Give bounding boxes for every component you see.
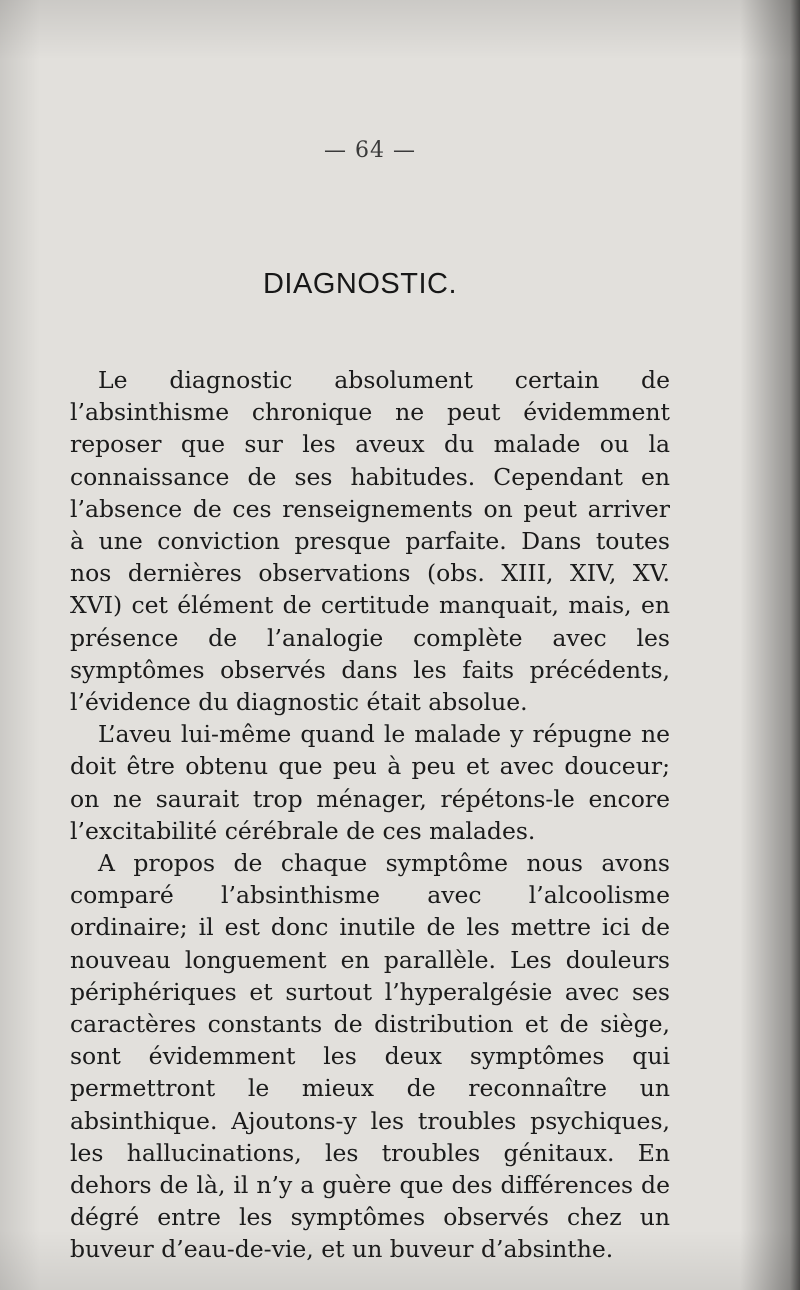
section-heading: DIAGNOSTIC. [262, 268, 457, 300]
paragraph: L’aveu lui-même quand le malade y répugne ne doit être obtenu que peu à peu et avec douceur; on ne saurait trop ménager, répétons-le encore l’excitabilité cérébrale de ces malades. [70, 720, 670, 845]
body-text [70, 364, 670, 1266]
paragraph: Le diagnostic absolument certain de l’absinthisme chronique ne peut évidemment reposer que sur les aveux du malade ou la connaissance de ses habitudes. Cependant en l’absence de ces renseignements on peut arriver à une conviction presque parfaite. Dans toutes nos dernières observations (obs. XIII, XIV, XV. XVI) cet élément de certitude manquait, mais, en présence de l’analogie complète avec les symptômes observés dans les faits précédents, l’évidence du diagnostic était absolue. [70, 366, 670, 717]
page-number: — 64 — [324, 138, 416, 163]
paragraph: A propos de chaque symptôme nous avons comparé l’absinthisme avec l’alcoolisme ordinaire; il est donc inutile de les mettre ici de nouveau longuement en parallèle. Les douleurs périphériques et surtout l’hyperalgésie avec ses caractères constants de distribution et de siège, sont évidemment les deux symptômes qui permettront le mieux de reconnaître un absinthique. Ajoutons-y les troubles psychiques, les hallucinations, les troubles génitaux. En dehors de là, il n’y a guère que des différences de dégré entre les symptômes observés chez un buveur d’eau-de-vie, et un buveur d’absinthe. [70, 849, 670, 1264]
